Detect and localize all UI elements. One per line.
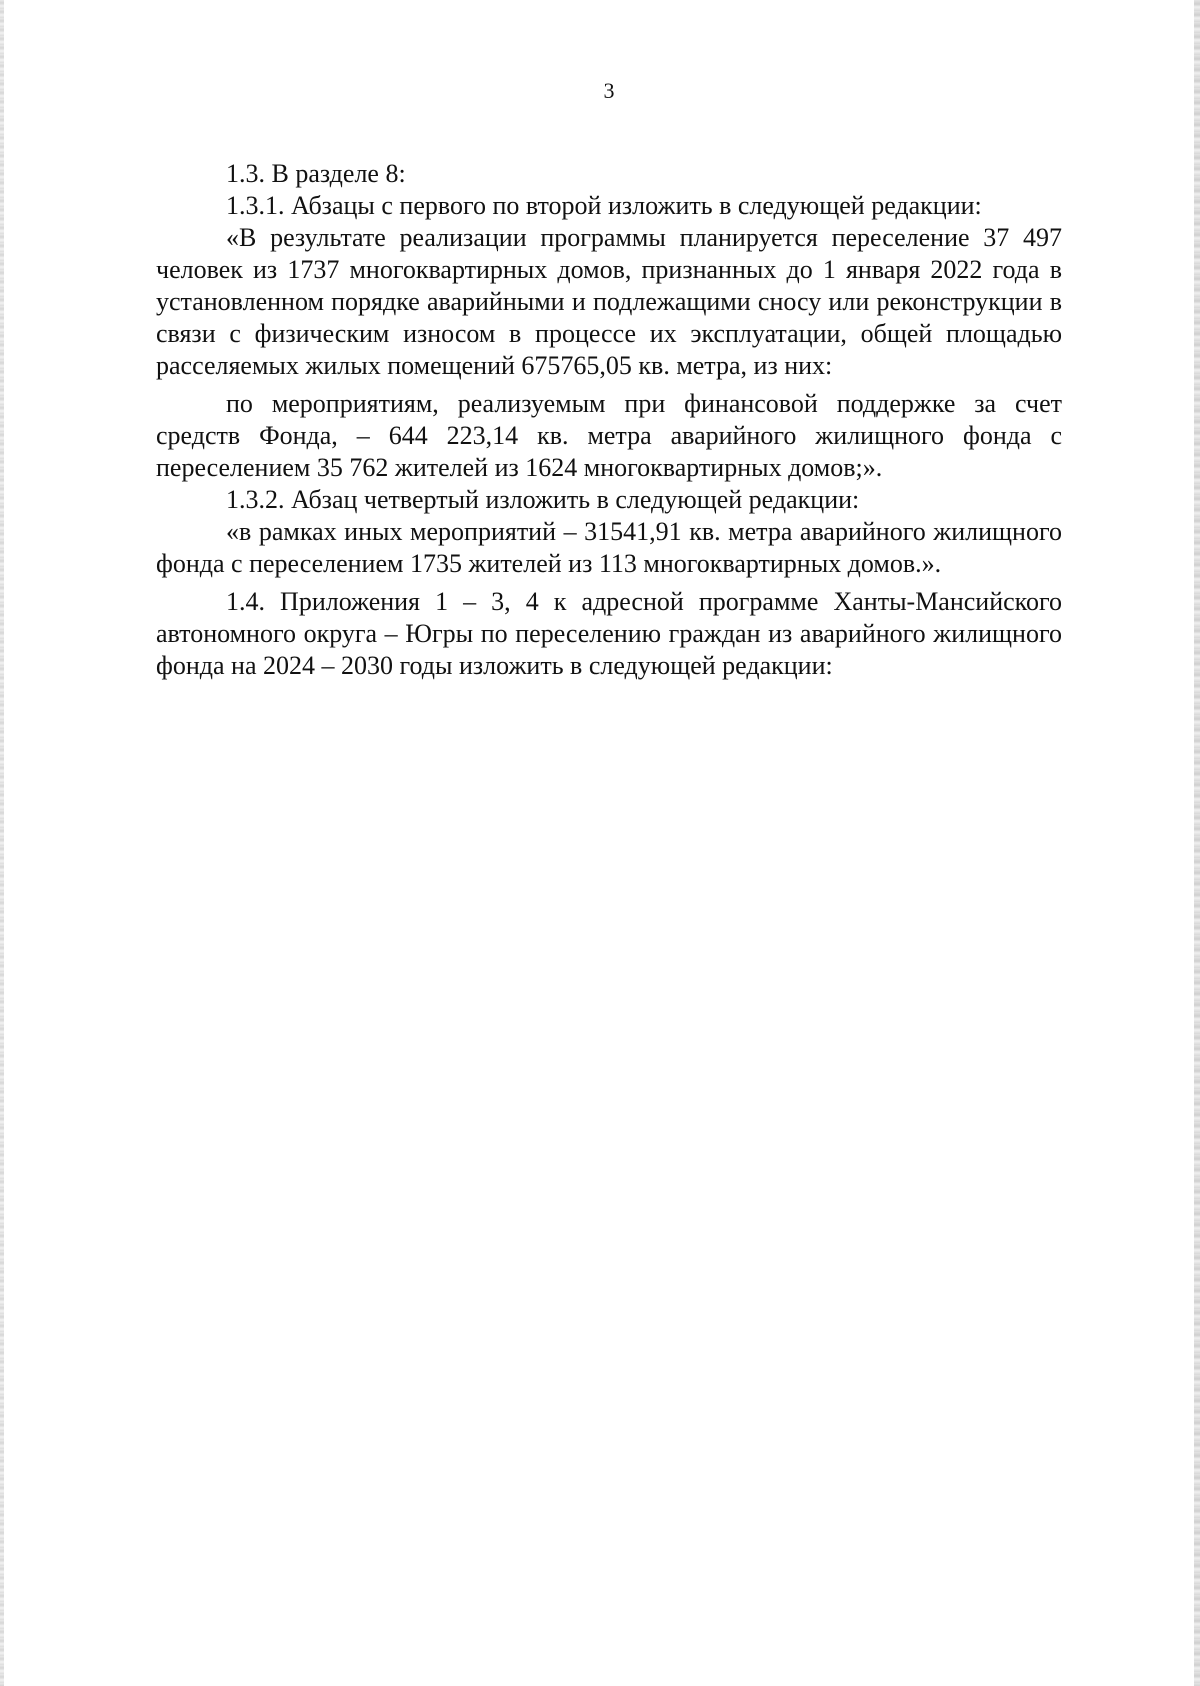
paragraph-section-1-3-1: 1.3.1. Абзацы с первого по второй изложить в следующей редакции: xyxy=(226,191,982,220)
paragraph-section-1-3-2: 1.3.2. Абзац четвертый изложить в следующей редакции: xyxy=(226,485,860,514)
paragraph-fund-measures: по мероприятиям, реализуемым при финансовой поддержке за счет средств Фонда, – 644 223,14 кв. метра аварийного жилищного фонда с переселением 35 762 жителей из 1624 многоквартирных домов;». xyxy=(156,389,1062,482)
paragraph-section-1-3: 1.3. В разделе 8: xyxy=(226,159,406,188)
document-body xyxy=(156,158,1062,682)
paragraph-resettlement-total: «В результате реализации программы планируется переселение 37 497 человек из 1737 многоквартирных домов, признанных до 1 января 2022 года в установленном порядке аварийными и подлежащими сносу или реконструкции в связи с физическим износом в процессе их эксплуатации, общей площадью расселяемых жилых помещений 675765,05 кв. метра, из них: xyxy=(156,223,1062,380)
page-number: 3 xyxy=(603,78,615,103)
paragraph-section-1-4: 1.4. Приложения 1 – 3, 4 к адресной программе Ханты-Мансийского автономного округа – Югры по переселению граждан из аварийного жилищного фонда на 2024 – 2030 годы изложить в следующей редакции: xyxy=(156,587,1062,680)
scan-edge-left xyxy=(0,0,4,1686)
paragraph-other-measures: «в рамках иных мероприятий – 31541,91 кв. метра аварийного жилищного фонда с переселением 1735 жителей из 113 многоквартирных домов.». xyxy=(156,517,1062,578)
scan-edge-right xyxy=(1194,0,1200,1686)
